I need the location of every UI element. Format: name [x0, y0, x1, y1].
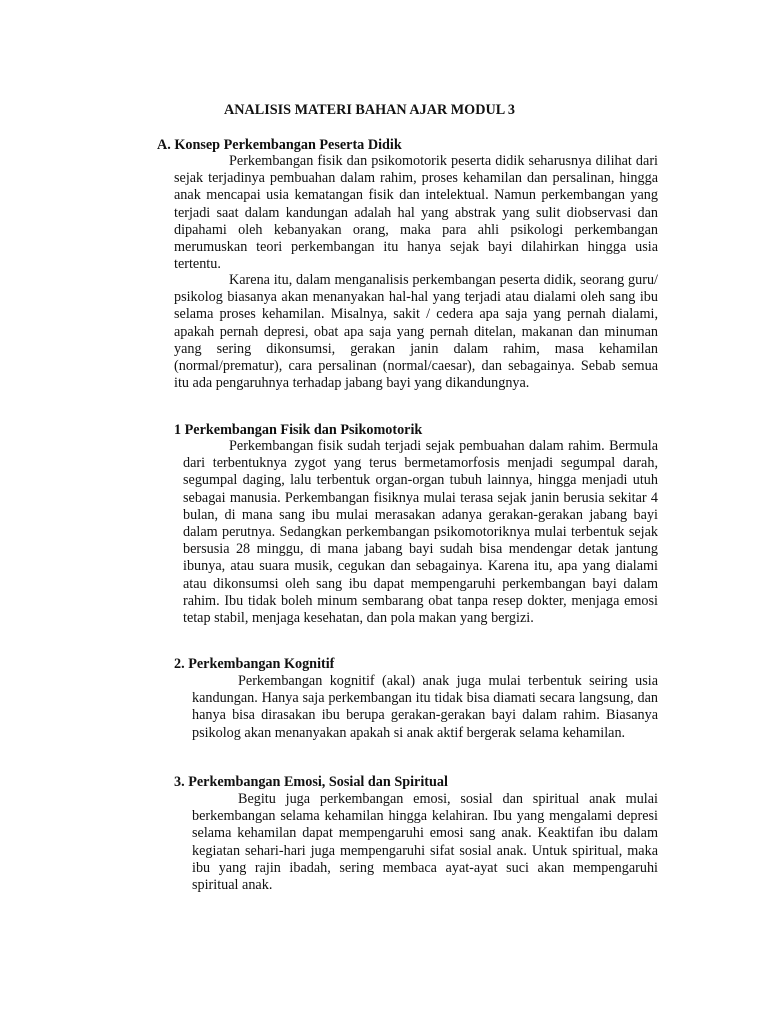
paragraph-konsep-1: Perkembangan fisik dan psikomotorik peserta didik seharusnya dilihat dari sejak terjadinya pembuahan dalam rahim, proses kehamilan dan persalinan, hingga anak mencapai usia kematangan fisik dan intelektual. Namun perkembangan yang terjadi saat dalam kandungan adalah hal yang abstrak yang sulit diobservasi dan dipahami oleh kebanyakan orang, maka para ahli psikologi perkembangan merumuskan teori perkembangan itu hanya sejak bayi dilahirkan hingga usia tertentu.	[174, 153, 658, 273]
section-heading-emosi-sosial-spiritual: 3. Perkembangan Emosi, Sosial dan Spiritual	[174, 774, 448, 790]
paragraph-fisik-psikomotorik: Perkembangan fisik sudah terjadi sejak pembuahan dalam rahim. Bermula dari terbentuknya zygot yang terus bermetamorfosis menjadi segumpal darah, segumpal daging, lalu terbentuk organ-organ tubuh lainnya, hingga menjadi utuh sebagai manusia. Perkembangan fisiknya mulai terasa sejak janin berusia sekitar 4 bulan, di mana sang ibu mulai merasakan adanya gerakan-gerakan jabang bayi dalam perutnya. Sedangkan perkembangan psikomotoriknya mulai terbentuk sejak bersusia 28 minggu, di mana jabang bayi sudah bisa mendengar detak jantung ibunya, atau suara musik, cegukan dan sebagainya. Karena itu, apa yang dialami atau dikonsumsi oleh sang ibu dapat mempengaruhi perkembangan bayi dalam rahim. Ibu tidak boleh minum sembarang obat tanpa resep dokter, menjaga emosi tetap stabil, menjaga kesehatan, dan pola makan yang bergizi.	[183, 438, 658, 627]
paragraph-emosi-sosial-spiritual: Begitu juga perkembangan emosi, sosial dan spiritual anak mulai berkembangan selama kehamilan hingga kelahiran. Ibu yang mengalami depresi selama kehamilan dapat mempengaruhi emosi sang anak. Keaktifan ibu dalam kegiatan sehari-hari juga mempengaruhi sifat sosial anak. Untuk spiritual, maka ibu yang rajin ibadah, sering membaca ayat-ayat suci akan mempengaruhi spiritual anak.	[192, 791, 658, 894]
section-heading-fisik-psikomotorik: 1 Perkembangan Fisik dan Psikomotorik	[174, 422, 423, 438]
paragraph-konsep-2: Karena itu, dalam menganalisis perkembangan peserta didik, seorang guru/ psikolog biasanya akan menanyakan hal-hal yang terjadi atau dialami oleh sang ibu selama proses kehamilan. Misalnya, sakit / cedera apa saja yang pernah dialami, apakah pernah depresi, obat apa saja yang pernah ditelan, makanan dan minuman yang sering dikonsumsi, gerakan janin dalam rahim, masa kehamilan (normal/prematur), cara persalinan (normal/caesar), dan sebagainya. Sebab semua itu ada pengaruhnya terhadap jabang bayi yang dikandungnya.	[174, 272, 658, 392]
paragraph-kognitif: Perkembangan kognitif (akal) anak juga mulai terbentuk seiring usia kandungan. Hanya saja perkembangan itu tidak bisa diamati secara langsung, dan hanya bisa dirasakan ibu berupa gerakan-gerakan bayi dalam rahim. Biasanya psikolog akan menanyakan apakah si anak aktif bergerak selama kehamilan.	[192, 673, 658, 741]
section-heading-kognitif: 2. Perkembangan Kognitif	[174, 656, 335, 672]
document-title: ANALISIS MATERI BAHAN AJAR MODUL 3	[224, 102, 516, 118]
section-heading-konsep-perkembangan: A. Konsep Perkembangan Peserta Didik	[157, 137, 402, 153]
